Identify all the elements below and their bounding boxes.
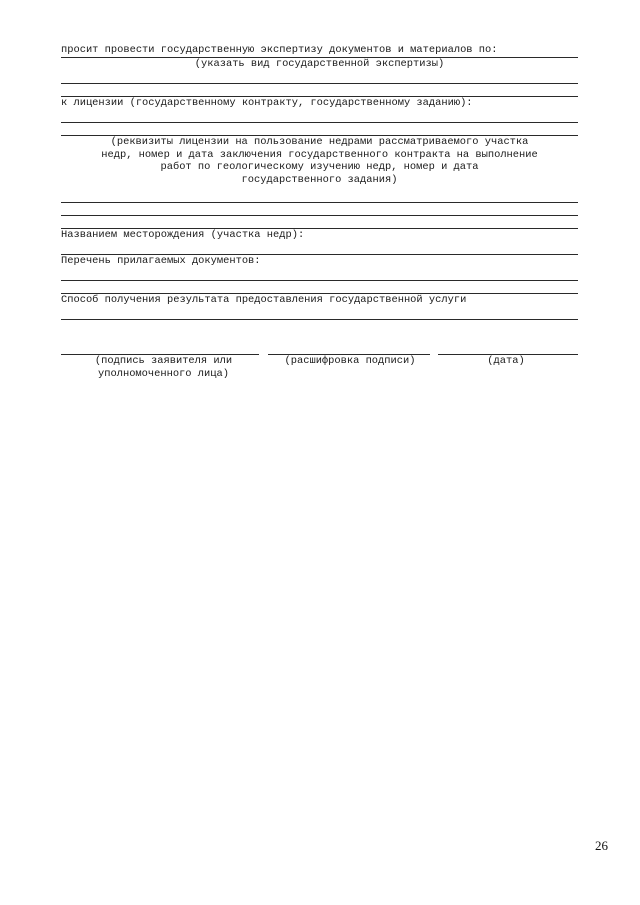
intro-text: просит провести государственную экспертизу документов и материалов по: [61, 44, 498, 56]
method-field[interactable] [61, 319, 578, 320]
application-form [61, 44, 578, 380]
signature-field[interactable] [61, 328, 259, 355]
documents-label: Перечень прилагаемых документов: [61, 255, 261, 267]
signature-captions [61, 355, 578, 380]
date-field[interactable] [438, 328, 578, 355]
page-number: 26 [595, 838, 608, 853]
signature-row [61, 328, 578, 355]
date-caption: (дата) [487, 355, 525, 367]
deposit-label: Названием месторождения (участка недр): [61, 229, 305, 241]
signature-caption: (подпись заявителя или уполномоченного лица) [94, 355, 233, 380]
expertise-type-caption: (указать вид государственной экспертизы) [194, 58, 445, 70]
license-caption: (реквизиты лицензии на пользование недрами рассматриваемого участка недр, номер и дата заключения государственного контракта на выполнение работ по геологическому изучению недр, номер и дата государственного задания) [101, 136, 538, 186]
method-label: Способ получения результата предоставления государственной услуги [61, 294, 467, 306]
signature-decode-field[interactable] [268, 328, 430, 355]
license-label: к лицензии (государственному контракту, государственному заданию): [61, 97, 473, 109]
decode-caption: (расшифровка подписи) [284, 355, 416, 367]
